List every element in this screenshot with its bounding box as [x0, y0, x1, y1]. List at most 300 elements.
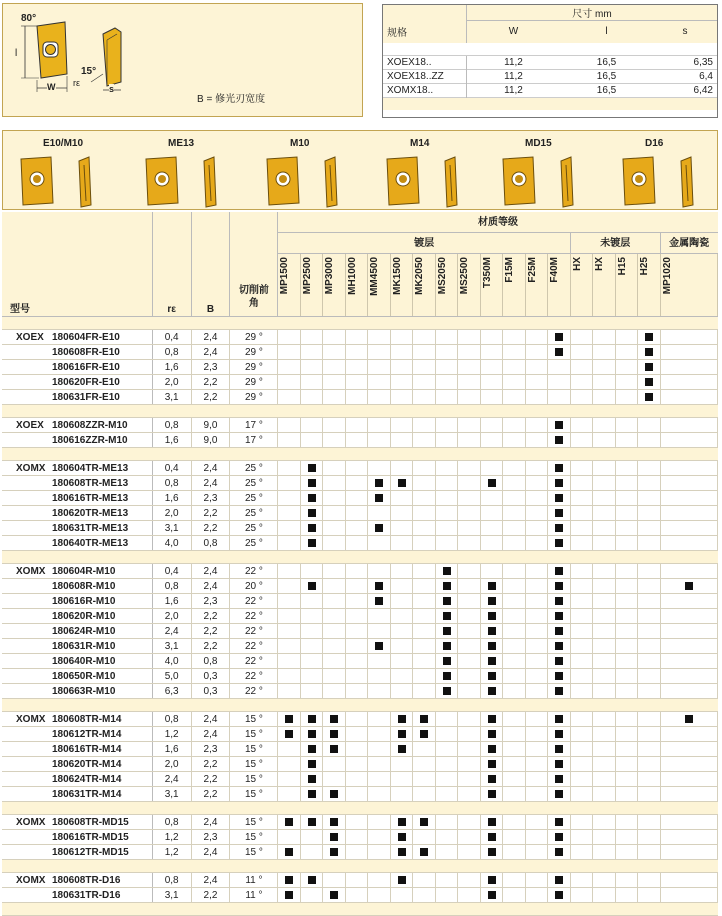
grade-cell: [278, 742, 300, 757]
table-row: [2, 390, 718, 405]
grade-cell: [480, 669, 502, 684]
grade-cell: [638, 579, 660, 594]
grade-cell: [390, 684, 412, 699]
grade-cell: [390, 712, 412, 727]
coated-header: 镀层: [278, 233, 570, 254]
spec-header: 规格: [383, 21, 467, 43]
grade-cell: [413, 888, 435, 903]
model-cell: [2, 536, 152, 551]
grade-cell: [503, 624, 525, 639]
grade-cell: [570, 624, 592, 639]
grade-cell: [368, 594, 390, 609]
grade-cell: [660, 727, 717, 742]
availability-marker: [308, 790, 316, 798]
wiper-b-cell: 2,3: [191, 594, 230, 609]
grade-cell: [300, 461, 322, 476]
grade-cell: [615, 521, 637, 536]
grade-cell: [593, 815, 615, 830]
grade-cell: [345, 815, 367, 830]
grade-cell: [480, 609, 502, 624]
grade-cell: [413, 684, 435, 699]
wiper-b-cell: 2,4: [191, 476, 230, 491]
table-row: [2, 375, 718, 390]
insert-image: [623, 157, 693, 207]
grade-cell: [593, 624, 615, 639]
availability-marker: [308, 745, 316, 753]
availability-marker: [308, 464, 316, 472]
grade-cell: [413, 461, 435, 476]
grade-cell: [548, 418, 570, 433]
col-s-header: s: [682, 26, 688, 38]
grade-cell: [278, 624, 300, 639]
angle-15-label: 15°: [81, 66, 97, 77]
grade-cell: [615, 654, 637, 669]
grade-cell: [593, 461, 615, 476]
availability-marker: [375, 597, 383, 605]
grade-name: HX: [594, 257, 606, 271]
grade-cell: [480, 712, 502, 727]
grade-cell: [413, 579, 435, 594]
grade-cell: [458, 491, 480, 506]
grade-cell: [300, 609, 322, 624]
grade-cell: [525, 330, 547, 345]
grade-cell: [548, 772, 570, 787]
grade-cell: [638, 461, 660, 476]
model-code: 180608R-M10: [52, 580, 116, 592]
availability-marker: [488, 891, 496, 899]
availability-marker: [398, 876, 406, 884]
grade-cell: [300, 845, 322, 860]
grade-cell: [525, 845, 547, 860]
grade-cell: [638, 418, 660, 433]
grade-cell: [390, 757, 412, 772]
grade-cell: [525, 360, 547, 375]
availability-marker: [555, 333, 563, 341]
model-cell: [2, 727, 152, 742]
grade-cell: [548, 669, 570, 684]
grade-cell: [593, 873, 615, 888]
grade-cell: [548, 624, 570, 639]
availability-marker: [488, 790, 496, 798]
grade-cell: [435, 772, 457, 787]
model-code: 180640R-M10: [52, 655, 116, 667]
grade-cell: [435, 330, 457, 345]
grade-cell: [368, 506, 390, 521]
grade-cell: [435, 815, 457, 830]
grade-header-cell: [413, 254, 435, 317]
grade-cell: [323, 476, 345, 491]
corner-radius-cell: 1,6: [152, 742, 191, 757]
grade-cell: [323, 830, 345, 845]
grade-cell: [548, 815, 570, 830]
wiper-b-cell: 2,2: [191, 888, 230, 903]
insert-geometry-diagram: [2, 3, 363, 117]
grade-cell: [570, 330, 592, 345]
grade-cell: [503, 639, 525, 654]
rake-angle-cell: 15 °: [230, 787, 278, 802]
dimensions-table: [382, 4, 718, 118]
grade-cell: [435, 639, 457, 654]
grade-cell: [345, 772, 367, 787]
grade-cell: [458, 639, 480, 654]
model-cell: [2, 787, 152, 802]
grade-cell: [593, 418, 615, 433]
grade-cell: [435, 564, 457, 579]
availability-marker: [555, 348, 563, 356]
availability-marker: [308, 582, 316, 590]
grade-cell: [323, 712, 345, 727]
w-cell: 11,2: [504, 56, 523, 68]
grade-cell: [660, 742, 717, 757]
grade-cell: [638, 684, 660, 699]
grade-cell: [503, 654, 525, 669]
corner-radius-cell: 3,1: [152, 390, 191, 405]
grade-cell: [390, 669, 412, 684]
model-code: 180616R-M10: [52, 595, 116, 607]
grade-cell: [390, 476, 412, 491]
wiper-b-cell: 2,3: [191, 830, 230, 845]
availability-marker: [488, 687, 496, 695]
table-row: [2, 433, 718, 448]
rake-angle-cell: 25 °: [230, 536, 278, 551]
grade-cell: [660, 609, 717, 624]
grade-cell: [548, 742, 570, 757]
grade-name: MP2500: [301, 257, 313, 295]
grade-cell: [278, 506, 300, 521]
wiper-b-cell: 2,4: [191, 845, 230, 860]
grade-cell: [278, 609, 300, 624]
corner-radius-cell: 4,0: [152, 654, 191, 669]
corner-radius-cell: 1,6: [152, 491, 191, 506]
grade-cell: [413, 390, 435, 405]
corner-radius-cell: 0,8: [152, 345, 191, 360]
grade-matrix: [2, 212, 718, 901]
corner-radius-cell: 2,0: [152, 757, 191, 772]
grade-cell: [503, 461, 525, 476]
insert-label: D16: [645, 138, 664, 149]
grade-cell: [413, 727, 435, 742]
wiper-b-cell: 2,3: [191, 742, 230, 757]
grade-cell: [615, 830, 637, 845]
grade-name: H25: [639, 257, 651, 276]
grade-cell: [345, 888, 367, 903]
grade-cell: [638, 873, 660, 888]
model-code: 180663R-M10: [52, 685, 116, 697]
material-grade-header: 材质等级: [278, 212, 718, 233]
grade-cell: [480, 654, 502, 669]
grade-cell: [458, 757, 480, 772]
corner-radius-cell: 2,0: [152, 506, 191, 521]
rake-angle-cell: 22 °: [230, 684, 278, 699]
model-cell: [2, 579, 152, 594]
wiper-b-cell: 2,4: [191, 727, 230, 742]
grade-cell: [525, 772, 547, 787]
grade-cell: [368, 330, 390, 345]
grade-cell: [570, 521, 592, 536]
availability-marker: [488, 612, 496, 620]
corner-radius-cell: 0,8: [152, 579, 191, 594]
grade-cell: [390, 609, 412, 624]
grade-cell: [300, 433, 322, 448]
grade-cell: [570, 579, 592, 594]
grade-cell: [593, 579, 615, 594]
grade-cell: [368, 669, 390, 684]
model-cell: [2, 639, 152, 654]
model-cell: [2, 684, 152, 699]
rake-angle-cell: 22 °: [230, 594, 278, 609]
grade-cell: [458, 476, 480, 491]
availability-marker: [398, 848, 406, 856]
grade-cell: [503, 873, 525, 888]
model-code: 180608TR-MD15: [52, 816, 129, 828]
grade-cell: [345, 345, 367, 360]
grade-cell: [503, 830, 525, 845]
grade-cell: [660, 461, 717, 476]
grade-cell: [413, 418, 435, 433]
grade-cell: [278, 639, 300, 654]
grade-cell: [480, 727, 502, 742]
availability-marker: [443, 672, 451, 680]
grade-cell: [638, 845, 660, 860]
grade-cell: [345, 830, 367, 845]
corner-radius-cell: 1,2: [152, 727, 191, 742]
model-code: 180631TR-ME13: [52, 522, 129, 534]
grade-cell: [480, 873, 502, 888]
grade-cell: [368, 787, 390, 802]
insert-image: [387, 157, 457, 207]
grade-cell: [323, 669, 345, 684]
grade-cell: [548, 491, 570, 506]
wiper-b-cell: 2,2: [191, 757, 230, 772]
grade-cell: [525, 579, 547, 594]
availability-marker: [555, 876, 563, 884]
grade-cell: [458, 654, 480, 669]
wiper-b-cell: 2,2: [191, 375, 230, 390]
grade-cell: [548, 476, 570, 491]
availability-marker: [555, 524, 563, 532]
rake-angle-cell: 25 °: [230, 476, 278, 491]
grade-header-cell: [390, 254, 412, 317]
grade-cell: [323, 536, 345, 551]
rake-angle-cell: 17 °: [230, 433, 278, 448]
grade-cell: [660, 390, 717, 405]
availability-marker: [308, 876, 316, 884]
grade-cell: [345, 536, 367, 551]
grade-cell: [278, 491, 300, 506]
grade-cell: [503, 418, 525, 433]
grade-cell: [638, 888, 660, 903]
model-cell: [2, 845, 152, 860]
availability-marker: [375, 642, 383, 650]
availability-marker: [398, 833, 406, 841]
grade-cell: [323, 742, 345, 757]
availability-marker: [285, 848, 293, 856]
grade-cell: [570, 418, 592, 433]
grade-cell: [413, 345, 435, 360]
grade-cell: [390, 360, 412, 375]
grade-cell: [458, 579, 480, 594]
model-cell: [2, 476, 152, 491]
grade-cell: [413, 360, 435, 375]
grade-cell: [458, 669, 480, 684]
rake-angle-cell: 22 °: [230, 624, 278, 639]
grade-cell: [570, 491, 592, 506]
grade-cell: [548, 461, 570, 476]
grade-cell: [593, 712, 615, 727]
grade-cell: [345, 787, 367, 802]
availability-marker: [330, 745, 338, 753]
grade-cell: [570, 476, 592, 491]
grade-cell: [300, 684, 322, 699]
grade-cell: [503, 787, 525, 802]
rake-angle-cell: 22 °: [230, 669, 278, 684]
availability-marker: [488, 848, 496, 856]
grade-header-cell: [323, 254, 345, 317]
grade-cell: [615, 712, 637, 727]
availability-marker: [555, 730, 563, 738]
grade-cell: [458, 873, 480, 888]
grade-cell: [638, 594, 660, 609]
model-cell: [2, 521, 152, 536]
grade-header-cell: [278, 254, 300, 317]
corner-radius-cell: 0,4: [152, 564, 191, 579]
availability-marker: [488, 760, 496, 768]
grade-cell: [638, 345, 660, 360]
grade-header-cell: [503, 254, 525, 317]
wiper-b-cell: 2,2: [191, 787, 230, 802]
grade-cell: [638, 491, 660, 506]
grade-cell: [435, 433, 457, 448]
model-header: 型号: [2, 212, 152, 317]
wiper-b-cell: 2,2: [191, 624, 230, 639]
grade-cell: [345, 461, 367, 476]
grade-cell: [390, 830, 412, 845]
grade-cell: [548, 521, 570, 536]
grade-cell: [570, 742, 592, 757]
grade-cell: [458, 742, 480, 757]
grade-cell: [368, 757, 390, 772]
grade-cell: [570, 536, 592, 551]
grade-cell: [368, 375, 390, 390]
grade-cell: [435, 830, 457, 845]
rake-angle-cell: 17 °: [230, 418, 278, 433]
wiper-b-cell: 0,3: [191, 684, 230, 699]
corner-radius-header: rε: [152, 212, 191, 317]
table-row: [2, 418, 718, 433]
rake-angle-cell: 29 °: [230, 330, 278, 345]
grade-cell: [660, 375, 717, 390]
grade-cell: [390, 390, 412, 405]
grade-cell: [390, 491, 412, 506]
grade-cell: [278, 654, 300, 669]
grade-cell: [660, 506, 717, 521]
grade-cell: [638, 375, 660, 390]
grade-cell: [323, 757, 345, 772]
grade-header-cell: [660, 254, 717, 317]
table-row: [2, 639, 718, 654]
grade-cell: [660, 757, 717, 772]
grade-cell: [525, 787, 547, 802]
availability-marker: [308, 818, 316, 826]
grade-cell: [615, 873, 637, 888]
grade-cell: [368, 712, 390, 727]
grade-cell: [300, 536, 322, 551]
corner-radius-cell: 1,6: [152, 433, 191, 448]
grade-cell: [413, 772, 435, 787]
model-cell: [2, 624, 152, 639]
corner-radius-cell: 1,2: [152, 845, 191, 860]
wiper-b-cell: 2,2: [191, 609, 230, 624]
model-code: 180616ZZR-M10: [52, 434, 128, 446]
corner-radius-cell: 6,3: [152, 684, 191, 699]
grade-cell: [503, 594, 525, 609]
grade-cell: [300, 888, 322, 903]
grade-name: MH1000: [346, 257, 358, 295]
grade-cell: [593, 742, 615, 757]
model-code: 180624TR-M14: [52, 773, 122, 785]
grade-cell: [593, 772, 615, 787]
grade-cell: [503, 669, 525, 684]
grade-cell: [593, 564, 615, 579]
grade-cell: [548, 579, 570, 594]
availability-marker: [685, 582, 693, 590]
grade-cell: [593, 639, 615, 654]
availability-marker: [398, 479, 406, 487]
grade-cell: [390, 418, 412, 433]
model-code: 180640TR-ME13: [52, 537, 129, 549]
grade-cell: [615, 345, 637, 360]
model-cell: [2, 345, 152, 360]
availability-marker: [645, 348, 653, 356]
grade-cell: [278, 845, 300, 860]
insert-label: M10: [290, 138, 310, 149]
availability-marker: [555, 715, 563, 723]
grade-cell: [525, 624, 547, 639]
grade-cell: [480, 815, 502, 830]
grade-name: MK1500: [391, 257, 403, 295]
grade-cell: [390, 772, 412, 787]
grade-cell: [368, 491, 390, 506]
grade-cell: [503, 476, 525, 491]
grade-cell: [548, 684, 570, 699]
grade-cell: [413, 476, 435, 491]
grade-cell: [300, 579, 322, 594]
wiper-b-cell: 2,4: [191, 345, 230, 360]
corner-radius-cell: 2,4: [152, 772, 191, 787]
grade-cell: [435, 476, 457, 491]
grade-cell: [435, 609, 457, 624]
grade-header-cell: [525, 254, 547, 317]
grade-cell: [413, 757, 435, 772]
grade-cell: [638, 564, 660, 579]
grade-cell: [300, 564, 322, 579]
grade-cell: [660, 521, 717, 536]
grade-cell: [615, 845, 637, 860]
rake-angle-cell: 29 °: [230, 360, 278, 375]
table-row: [2, 345, 718, 360]
grade-cell: [548, 345, 570, 360]
model-cell: [2, 888, 152, 903]
grade-cell: [435, 712, 457, 727]
grade-cell: [278, 830, 300, 845]
grade-cell: [278, 330, 300, 345]
availability-marker: [420, 715, 428, 723]
grade-cell: [638, 669, 660, 684]
grade-cell: [458, 536, 480, 551]
availability-marker: [555, 436, 563, 444]
grade-cell: [548, 830, 570, 845]
availability-marker: [308, 730, 316, 738]
